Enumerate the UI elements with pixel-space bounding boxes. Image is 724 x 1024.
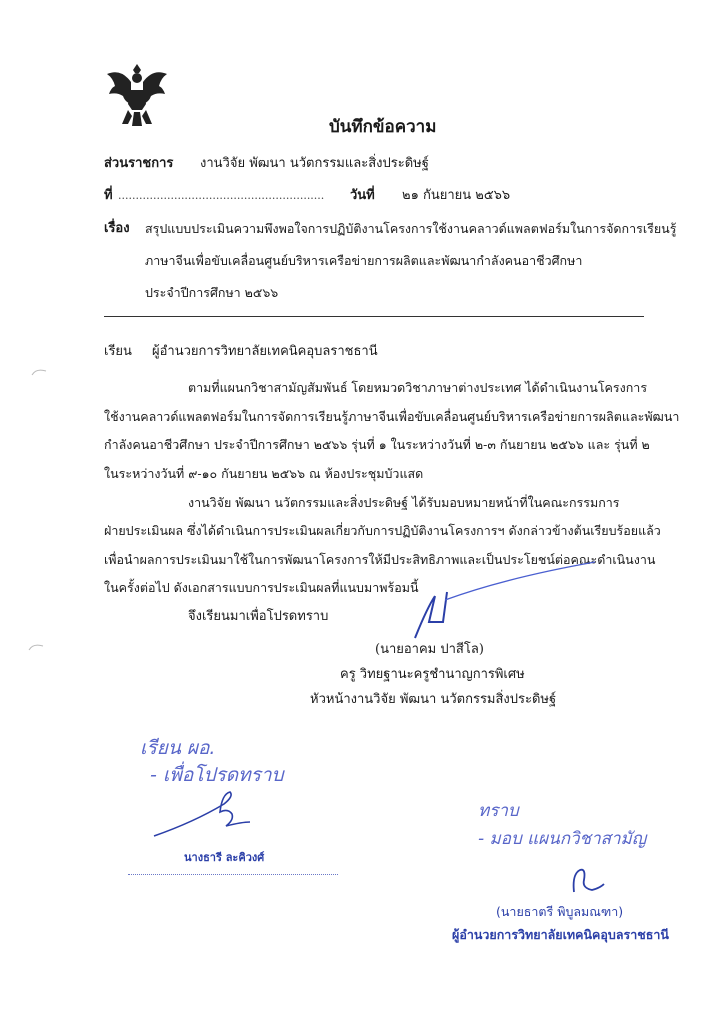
signer-signature bbox=[405, 560, 605, 640]
paragraph-line: ฝ่ายประเมินผล ซึ่งได้ดำเนินการประเมินผลเกี่ยวกับการปฏิบัติงานโครงการฯ ดังกล่าวข้างต้นเรียบร้อยแล้ว bbox=[104, 523, 661, 538]
paragraph-line: กำลังคนอาชีวศึกษา ประจำปีการศึกษา ๒๕๖๖ รุ่นที่ ๑ ในระหว่างวันที่ ๒-๓ กันยายน ๒๕๖๖ และ รุ่นที่ ๒ bbox=[104, 437, 650, 452]
punch-hole-icon bbox=[27, 640, 45, 658]
agency-value: งานวิจัย พัฒนา นวัตกรรมและสิ่งประดิษฐ์ bbox=[200, 156, 429, 171]
ref-label: ที่ bbox=[104, 188, 113, 203]
date-value: ๒๑ กันยายน ๒๕๖๖ bbox=[402, 188, 511, 203]
signer-name: (นายอาคม ปาสีโล) bbox=[375, 642, 484, 657]
subject-label: เรื่อง bbox=[104, 221, 130, 236]
handwritten-note: ทราบ bbox=[478, 801, 519, 821]
closing-text: จึงเรียนมาเพื่อโปรดทราบ bbox=[188, 609, 329, 624]
agency-label: ส่วนราชการ bbox=[104, 156, 174, 171]
paragraph-line: ใช้งานคลาวด์แพลตฟอร์มในการจัดการเรียนรู้ภาษาจีนเพื่อขับเคลื่อนศูนย์บริหารเครือข่ายการผลิตและพัฒนา bbox=[104, 409, 680, 424]
garuda-emblem-icon bbox=[104, 60, 170, 130]
signer-position: ครู วิทยฐานะครูชำนาญการพิเศษ bbox=[340, 667, 525, 682]
left-signature bbox=[150, 790, 260, 840]
subject-line: ภาษาจีนเพื่อขับเคลื่อนศูนย์บริหารเครือข่ายการผลิตและพัฒนากำลังคนอาชีวศึกษา bbox=[145, 253, 583, 268]
header-divider bbox=[104, 316, 644, 317]
director-signature bbox=[568, 864, 608, 896]
paragraph-line: งานวิจัย พัฒนา นวัตกรรมและสิ่งประดิษฐ์ ได้รับมอบหมายหน้าที่ในคณะกรรมการ bbox=[188, 495, 620, 510]
director-name: (นายธาตรี พิบูลมณฑา) bbox=[496, 904, 624, 919]
director-position: ผู้อำนวยการวิทยาลัยเทคนิคอุบลราชธานี bbox=[452, 927, 669, 942]
subject-line: สรุปแบบประเมินความพึงพอใจการปฏิบัติงานโครงการใช้งานคลาวด์แพลตฟอร์มในการจัดการเรียนรู้ bbox=[145, 221, 677, 236]
handwritten-note: - เพื่อโปรดทราบ bbox=[150, 764, 284, 786]
paragraph-line: ในครั้งต่อไป ดังเอกสารแบบการประเมินผลที่แนบมาพร้อมนี้ bbox=[104, 580, 419, 595]
punch-hole-icon bbox=[30, 365, 48, 383]
paragraph-line: ในระหว่างวันที่ ๙-๑๐ กันยายน ๒๕๖๖ ณ ห้องประชุมบัวแสด bbox=[104, 466, 424, 481]
paragraph-line: ตามที่แผนกวิชาสามัญสัมพันธ์ โดยหมวดวิชาภาษาต่างประเทศ ได้ดำเนินงานโครงการ bbox=[188, 380, 648, 395]
handwritten-note: - มอบ แผนกวิชาสามัญ bbox=[478, 829, 647, 849]
salutation-label: เรียน bbox=[104, 344, 132, 359]
salutation-value: ผู้อำนวยการวิทยาลัยเทคนิคอุบลราชธานี bbox=[152, 344, 378, 359]
date-label: วันที่ bbox=[350, 188, 375, 203]
signer-position: หัวหน้างานวิจัย พัฒนา นวัตกรรมสิ่งประดิษฐ์ bbox=[310, 692, 557, 707]
subject-line: ประจำปีการศึกษา ๒๕๖๖ bbox=[145, 285, 279, 300]
paragraph-line: เพื่อนำผลการประเมินมาใช้ในการพัฒนาโครงการให้มีประสิทธิภาพและเป็นประโยชน์ต่อคณะดำเนินงาน bbox=[104, 552, 656, 567]
left-stamp-line bbox=[128, 874, 338, 879]
handwritten-note: เรียน ผอ. bbox=[140, 737, 216, 759]
page-title: บันทึกข้อความ bbox=[329, 117, 437, 137]
ref-dots: ........................................................... bbox=[118, 189, 325, 202]
left-stamp-name: นางธารี ละคิวงศ์ bbox=[184, 851, 265, 864]
